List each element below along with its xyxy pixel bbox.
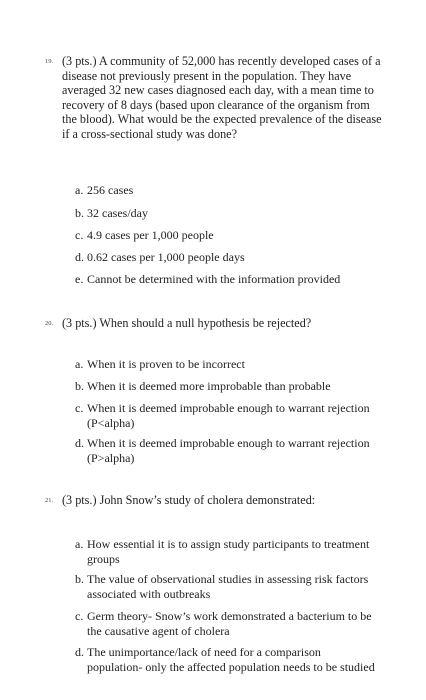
- question-stem: (3 pts.) John Snow’s study of cholera demonstrated:: [62, 493, 316, 507]
- option-text: 256 cases: [87, 183, 134, 197]
- option-20-a[interactable]: [75, 357, 375, 372]
- option-text: How essential it is to assign study participants to treatment groups: [87, 537, 370, 566]
- question-stem: (3 pts.) A community of 52,000 has recently developed cases of a disease not previously present in the population. They have averaged 32 new cases diagnosed each day, with a mean time to recovery of 8 days (based upon clearance of the organism from the blood). What would be the expected prevalence of the disease if a cross-sectional study was done?: [62, 54, 382, 141]
- option-19-c[interactable]: [75, 228, 375, 243]
- option-21-c[interactable]: [75, 609, 375, 638]
- option-19-b[interactable]: [75, 206, 375, 221]
- option-letter: e.: [75, 272, 84, 286]
- option-21-a[interactable]: [75, 537, 375, 566]
- option-letter: d.: [75, 645, 84, 659]
- option-text: The unimportance/lack of need for a comparison population- only the affected population needs to be studied: [87, 645, 375, 674]
- option-20-b[interactable]: [75, 379, 375, 394]
- option-letter: c.: [75, 228, 84, 242]
- option-letter: c.: [75, 401, 84, 415]
- option-20-c[interactable]: [75, 401, 375, 430]
- option-text: 4.9 cases per 1,000 people: [87, 228, 214, 242]
- option-text: When it is deemed improbable enough to warrant rejection (P>alpha): [87, 436, 370, 465]
- question-stem: (3 pts.) When should a null hypothesis be rejected?: [62, 316, 312, 330]
- option-21-b[interactable]: [75, 572, 375, 601]
- option-letter: b.: [75, 379, 84, 393]
- question-number: 20.: [45, 320, 54, 327]
- question-number: 19.: [45, 58, 54, 65]
- option-text: When it is proven to be incorrect: [87, 357, 245, 371]
- option-letter: b.: [75, 206, 84, 220]
- option-letter: a.: [75, 183, 84, 197]
- question-20: [45, 316, 382, 331]
- option-letter: d.: [75, 250, 84, 264]
- option-19-a[interactable]: [75, 183, 375, 198]
- option-text: When it is deemed more improbable than probable: [87, 379, 331, 393]
- option-letter: c.: [75, 609, 84, 623]
- option-text: 0.62 cases per 1,000 people days: [87, 250, 245, 264]
- option-text: Germ theory- Snow’s work demonstrated a bacterium to be the causative agent of cholera: [87, 609, 372, 638]
- option-letter: d.: [75, 436, 84, 450]
- option-letter: b.: [75, 572, 84, 586]
- question-21: [45, 493, 382, 508]
- option-letter: a.: [75, 357, 84, 371]
- question-19: [45, 54, 382, 142]
- option-text: When it is deemed improbable enough to warrant rejection (P<alpha): [87, 401, 370, 430]
- option-19-d[interactable]: [75, 250, 375, 265]
- question-number: 21.: [45, 497, 54, 504]
- option-text: Cannot be determined with the information provided: [87, 272, 341, 286]
- option-20-d[interactable]: [75, 436, 375, 465]
- option-21-d[interactable]: [75, 645, 375, 674]
- option-19-e[interactable]: [75, 272, 375, 287]
- option-text: The value of observational studies in assessing risk factors associated with outbreaks: [87, 572, 369, 601]
- option-text: 32 cases/day: [87, 206, 148, 220]
- option-letter: a.: [75, 537, 84, 551]
